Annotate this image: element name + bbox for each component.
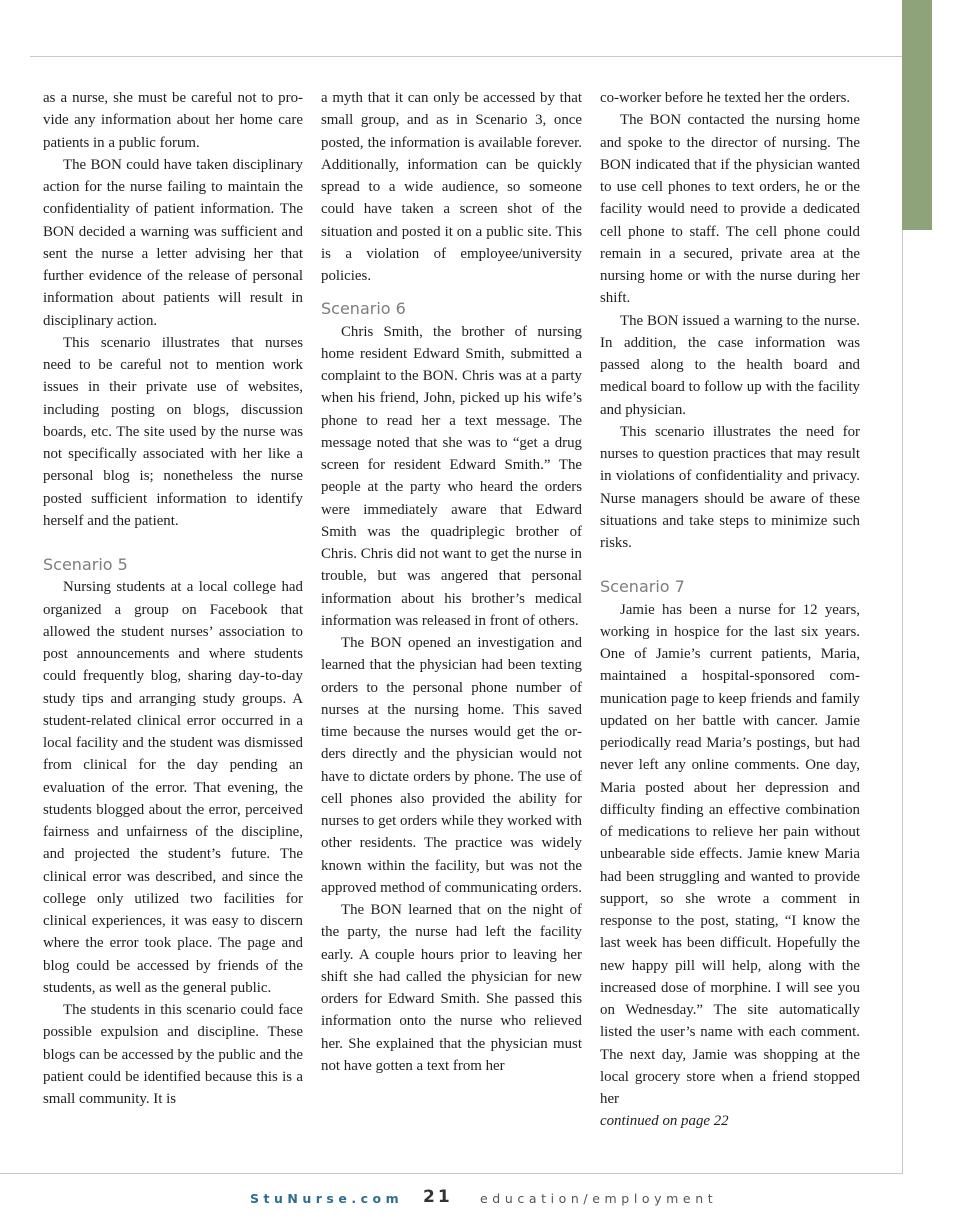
- top-rule: [30, 56, 902, 57]
- paragraph: The students in this scenario could face possible expulsion and discipline. These blogs can be accessed by the public and the patient could be identified because this is a small community. It is: [43, 1002, 303, 1107]
- footer-rule: [0, 1173, 903, 1174]
- heading-scenario-7: Scenario 7: [600, 577, 685, 597]
- footer-site-link[interactable]: StuNurse.com: [250, 1191, 404, 1206]
- paragraph: The BON issued a warning to the nurse. In addition, the case information was passed along to the health board and medical board to follow up with the facility and physician.: [600, 312, 860, 418]
- column-2: [321, 87, 582, 1077]
- paragraph: This scenario illustrates that nurses need to be careful not to mention work issues in their private use of websites, including posting on blogs, discussion boards, etc. The site used by the nurse was not specifically associated with her like a personal blog is; nonetheless the nurse posted sufficient information to identify herself and the patient.: [43, 334, 303, 529]
- paragraph: The BON learned that on the night of the party, the nurse had left the facility early. A couple hours prior to leaving her shift she had called the physician for new orders for Edward Smith. She passed this information onto the nurse who relieved her. She explained that the physician must not have gotten a text from her: [321, 902, 582, 1074]
- paragraph: Chris Smith, the brother of nursing home resident Edward Smith, submitted a complaint to the BON. Chris was at a party when his friend, John, picked up his wife’s phone to read her a text message. The message noted that she was to “get a drug screen for resident Edward Smith.” The people at the party who heard the orders were immediately aware that Edward Smith was the quadriplegic brother of Chris. Chris did not want to get the nurse in trouble, but was angered that personal information about his brother’s medical information was released in front of others.: [321, 323, 582, 629]
- right-margin-rule: [902, 230, 903, 1173]
- column-3: [600, 87, 860, 1133]
- paragraph: Jamie has been a nurse for 12 years, working in hospice for the last six years. One of Jamie’s current patients, Maria, maintained a hospital-sponsored communication page to keep friends and family updated on her battle with cancer. Jamie periodically read Maria’s postings, but had never left any online comments. One day, Maria posted about her depression and difficulty finding an effective combination of medications to relieve her pain without unbearable side effects. Jamie knew Maria had been struggling and wanted to provide support, so she wrote a comment in response to the post, stating, “I know the last week has been difficult. Hopefully the new happy pill will help, along with the increased dose of morphine. I will see you on Wednesday.” The site automatically listed the user’s name with each comment. The next day, Jamie was shopping at the local grocery store when a friend stopped her: [600, 601, 860, 1107]
- footer-section-label: education/employment: [480, 1191, 718, 1206]
- column-1: [43, 87, 303, 1110]
- paragraph: as a nurse, she must be careful not to provide any information about her home care patients in a public forum.: [43, 90, 303, 151]
- paragraph: Nursing students at a local college had organized a group on Facebook that allowed the student nurses’ association to post announcements and where students could frequently blog, sharing day-to-day study tips and arranging study groups. A student-related clinical error occurred in a local facility and the student was dismissed from clinical for the day pending an evaluation of the error. That evening, the students blogged about the error, perceived fairness and unfairness of the discipline, and projected the student’s future. The clinical error was described, and since the college only utilized two facilities for clinical experiences, it was easy to discern where the error took place. The page and blog could be accessed by friends of the students, as well as the general public.: [43, 579, 303, 996]
- paragraph: This scenario illustrates the need for nurses to question practices that may result in violations of confidentiality and privacy. Nurse managers should be aware of these situations and take steps to minimize such risks.: [600, 423, 860, 551]
- continued-note: continued on page 22: [600, 1113, 729, 1130]
- paragraph: co-worker before he texted her the orders.: [600, 90, 851, 106]
- paragraph: a myth that it can only be accessed by that small group, and as in Scenario 3, once posted, the information is available forever. Additionally, information can be quickly spread to a wide audience, so someone could have taken a screen shot of the situation and posted it on a public site. This is a violation of employee/university policies.: [321, 90, 582, 284]
- page-number: 21: [423, 1187, 453, 1207]
- paragraph: The BON contacted the nursing home and spoke to the director of nursing. The BON indicated that if the physician wanted to use cell phones to text orders, he or the facility would need to provide a dedicated cell phone to staff. The cell phone could remain in a secured, private area at the nursing home or with the nurse during her shift.: [600, 112, 860, 307]
- heading-scenario-6: Scenario 6: [321, 299, 406, 319]
- paragraph: The BON could have taken disciplinary action for the nurse failing to maintain the confidentiality of patient information. The BON decided a warning was sufficient and sent the nurse a letter advising her that further evidence of the release of personal information about patients will result in disciplinary action.: [43, 156, 303, 329]
- page-footer: [0, 1187, 960, 1211]
- heading-scenario-5: Scenario 5: [43, 555, 128, 574]
- paragraph: The BON opened an investigation and learned that the physician had been texting orders to the personal phone number of nurses at the nursing home. This saved time because the nurses would get the orders directly and the physician would not have to dictate orders by phone. The use of cell phones also provided the ability for nurses to get orders while they worked with other residents. The practice was widely known within the facility, but was not the approved method of communicating orders.: [321, 635, 582, 896]
- section-color-tab: [902, 0, 932, 230]
